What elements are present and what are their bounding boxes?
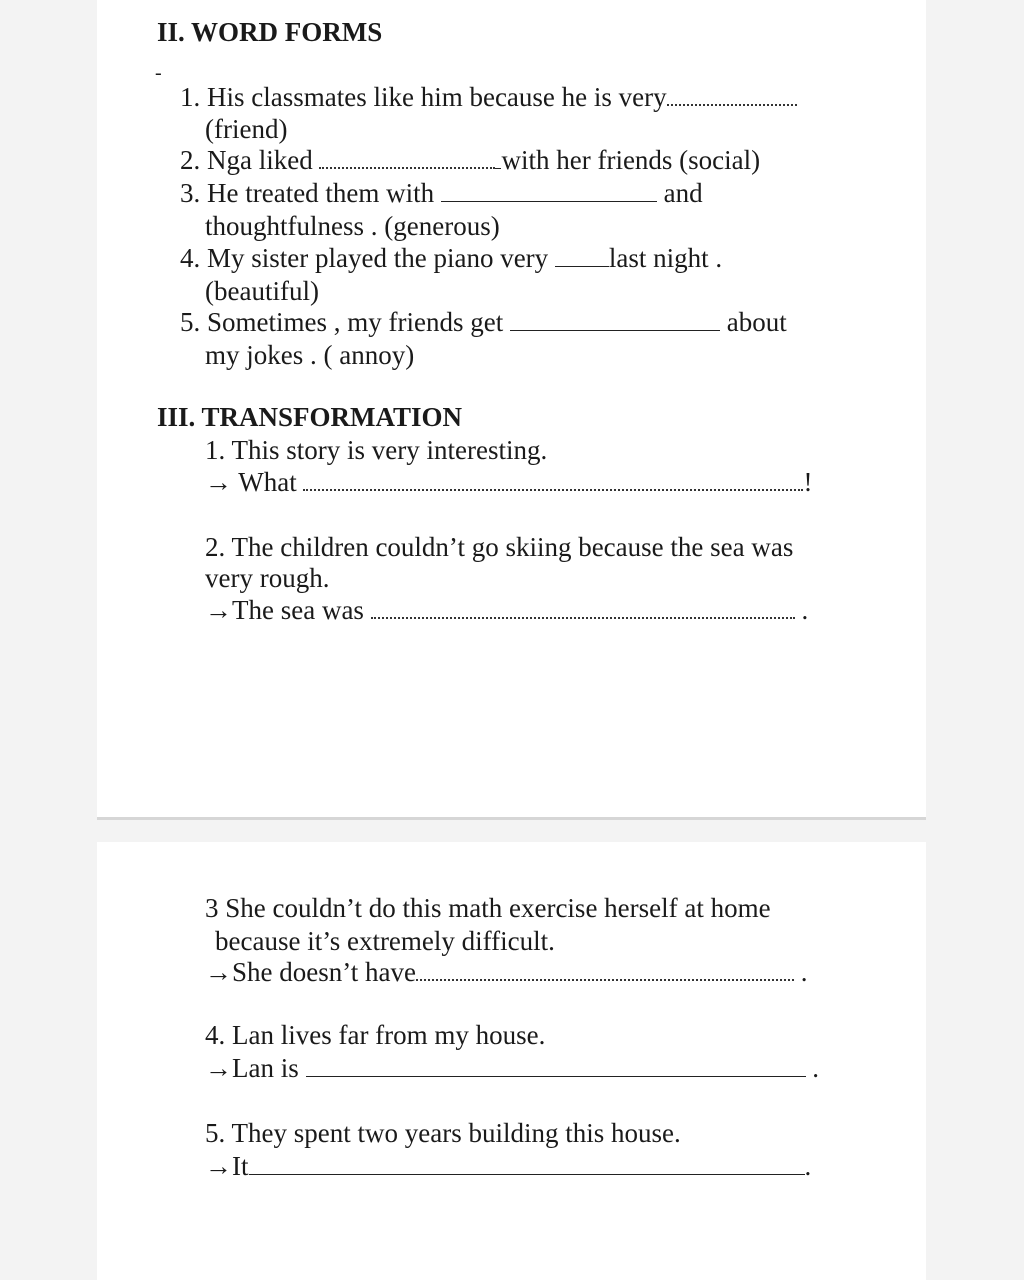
answer-end: . (804, 1151, 812, 1181)
answer-blank[interactable] (306, 1052, 806, 1077)
item-number: 5. (180, 307, 201, 337)
word-forms-item-1-hint: (friend) (205, 114, 288, 144)
item-text-after: with her friends (social) (501, 145, 761, 175)
item-number: 1. (180, 82, 201, 112)
answer-prefix: →It (205, 1151, 249, 1181)
transformation-answer-2 (205, 594, 808, 626)
answer-prefix: →Lan is (205, 1053, 299, 1083)
transformation-item-3-line2: because it’s extremely difficult. (215, 926, 555, 956)
item-text-after: and (663, 178, 703, 208)
item-text: His classmates like him because he is very (207, 82, 667, 112)
item-text: He treated them with (207, 178, 435, 208)
section-heading-word-forms: II. WORD FORMS (157, 17, 383, 47)
transformation-answer-1 (205, 466, 812, 498)
answer-blank[interactable] (249, 1150, 805, 1175)
word-forms-item-1 (180, 81, 797, 113)
answer-blank[interactable] (441, 177, 657, 202)
word-forms-item-4-hint: (beautiful) (205, 276, 319, 306)
answer-blank[interactable] (510, 306, 720, 331)
word-forms-item-5-line2: my jokes . ( annoy) (205, 340, 415, 370)
word-forms-item-5 (180, 306, 787, 338)
transformation-answer-3 (205, 956, 807, 988)
answer-end: ! (803, 467, 813, 497)
item-number: 4. (180, 243, 201, 273)
answer-prefix: →The sea was (205, 595, 364, 625)
answer-blank[interactable] (319, 145, 495, 169)
item-text: Sometimes , my friends get (207, 307, 504, 337)
answer-blank[interactable] (371, 595, 795, 619)
answer-prefix: →She doesn’t have (205, 957, 416, 987)
transformation-item-4: 4. Lan lives far from my house. (205, 1020, 546, 1050)
dash-mark: - (155, 62, 162, 84)
word-forms-item-3-line2: thoughtfulness . (generous) (205, 211, 500, 241)
transformation-answer-5 (205, 1150, 811, 1182)
item-number: 2. (180, 145, 201, 175)
answer-end: . (812, 1053, 819, 1083)
word-forms-item-4 (180, 242, 722, 274)
answer-end: . (801, 595, 809, 625)
page-divider (97, 817, 926, 820)
item-text-after: about (726, 307, 787, 337)
transformation-item-2: 2. The children couldn’t go skiing because the sea was (205, 532, 794, 562)
item-text-after: last night . (608, 243, 723, 273)
answer-blank[interactable] (303, 467, 803, 491)
item-text: Nga liked (207, 145, 313, 175)
answer-prefix: → What (205, 467, 297, 497)
item-number: 3. (180, 178, 201, 208)
section-heading-transformation: III. TRANSFORMATION (157, 402, 463, 432)
transformation-item-1: 1. This story is very interesting. (205, 435, 548, 465)
transformation-item-2-line2: very rough. (205, 563, 330, 593)
answer-blank[interactable] (667, 82, 797, 106)
transformation-item-5: 5. They spent two years building this house. (205, 1118, 681, 1148)
transformation-item-3: 3 She couldn’t do this math exercise herself at home (205, 893, 771, 923)
answer-blank[interactable] (555, 242, 609, 267)
item-text: My sister played the piano very (207, 243, 549, 273)
answer-blank[interactable] (416, 957, 794, 981)
word-forms-item-2 (180, 144, 760, 176)
word-forms-item-3 (180, 177, 703, 209)
answer-end: . (800, 957, 808, 987)
transformation-answer-4 (205, 1052, 819, 1084)
